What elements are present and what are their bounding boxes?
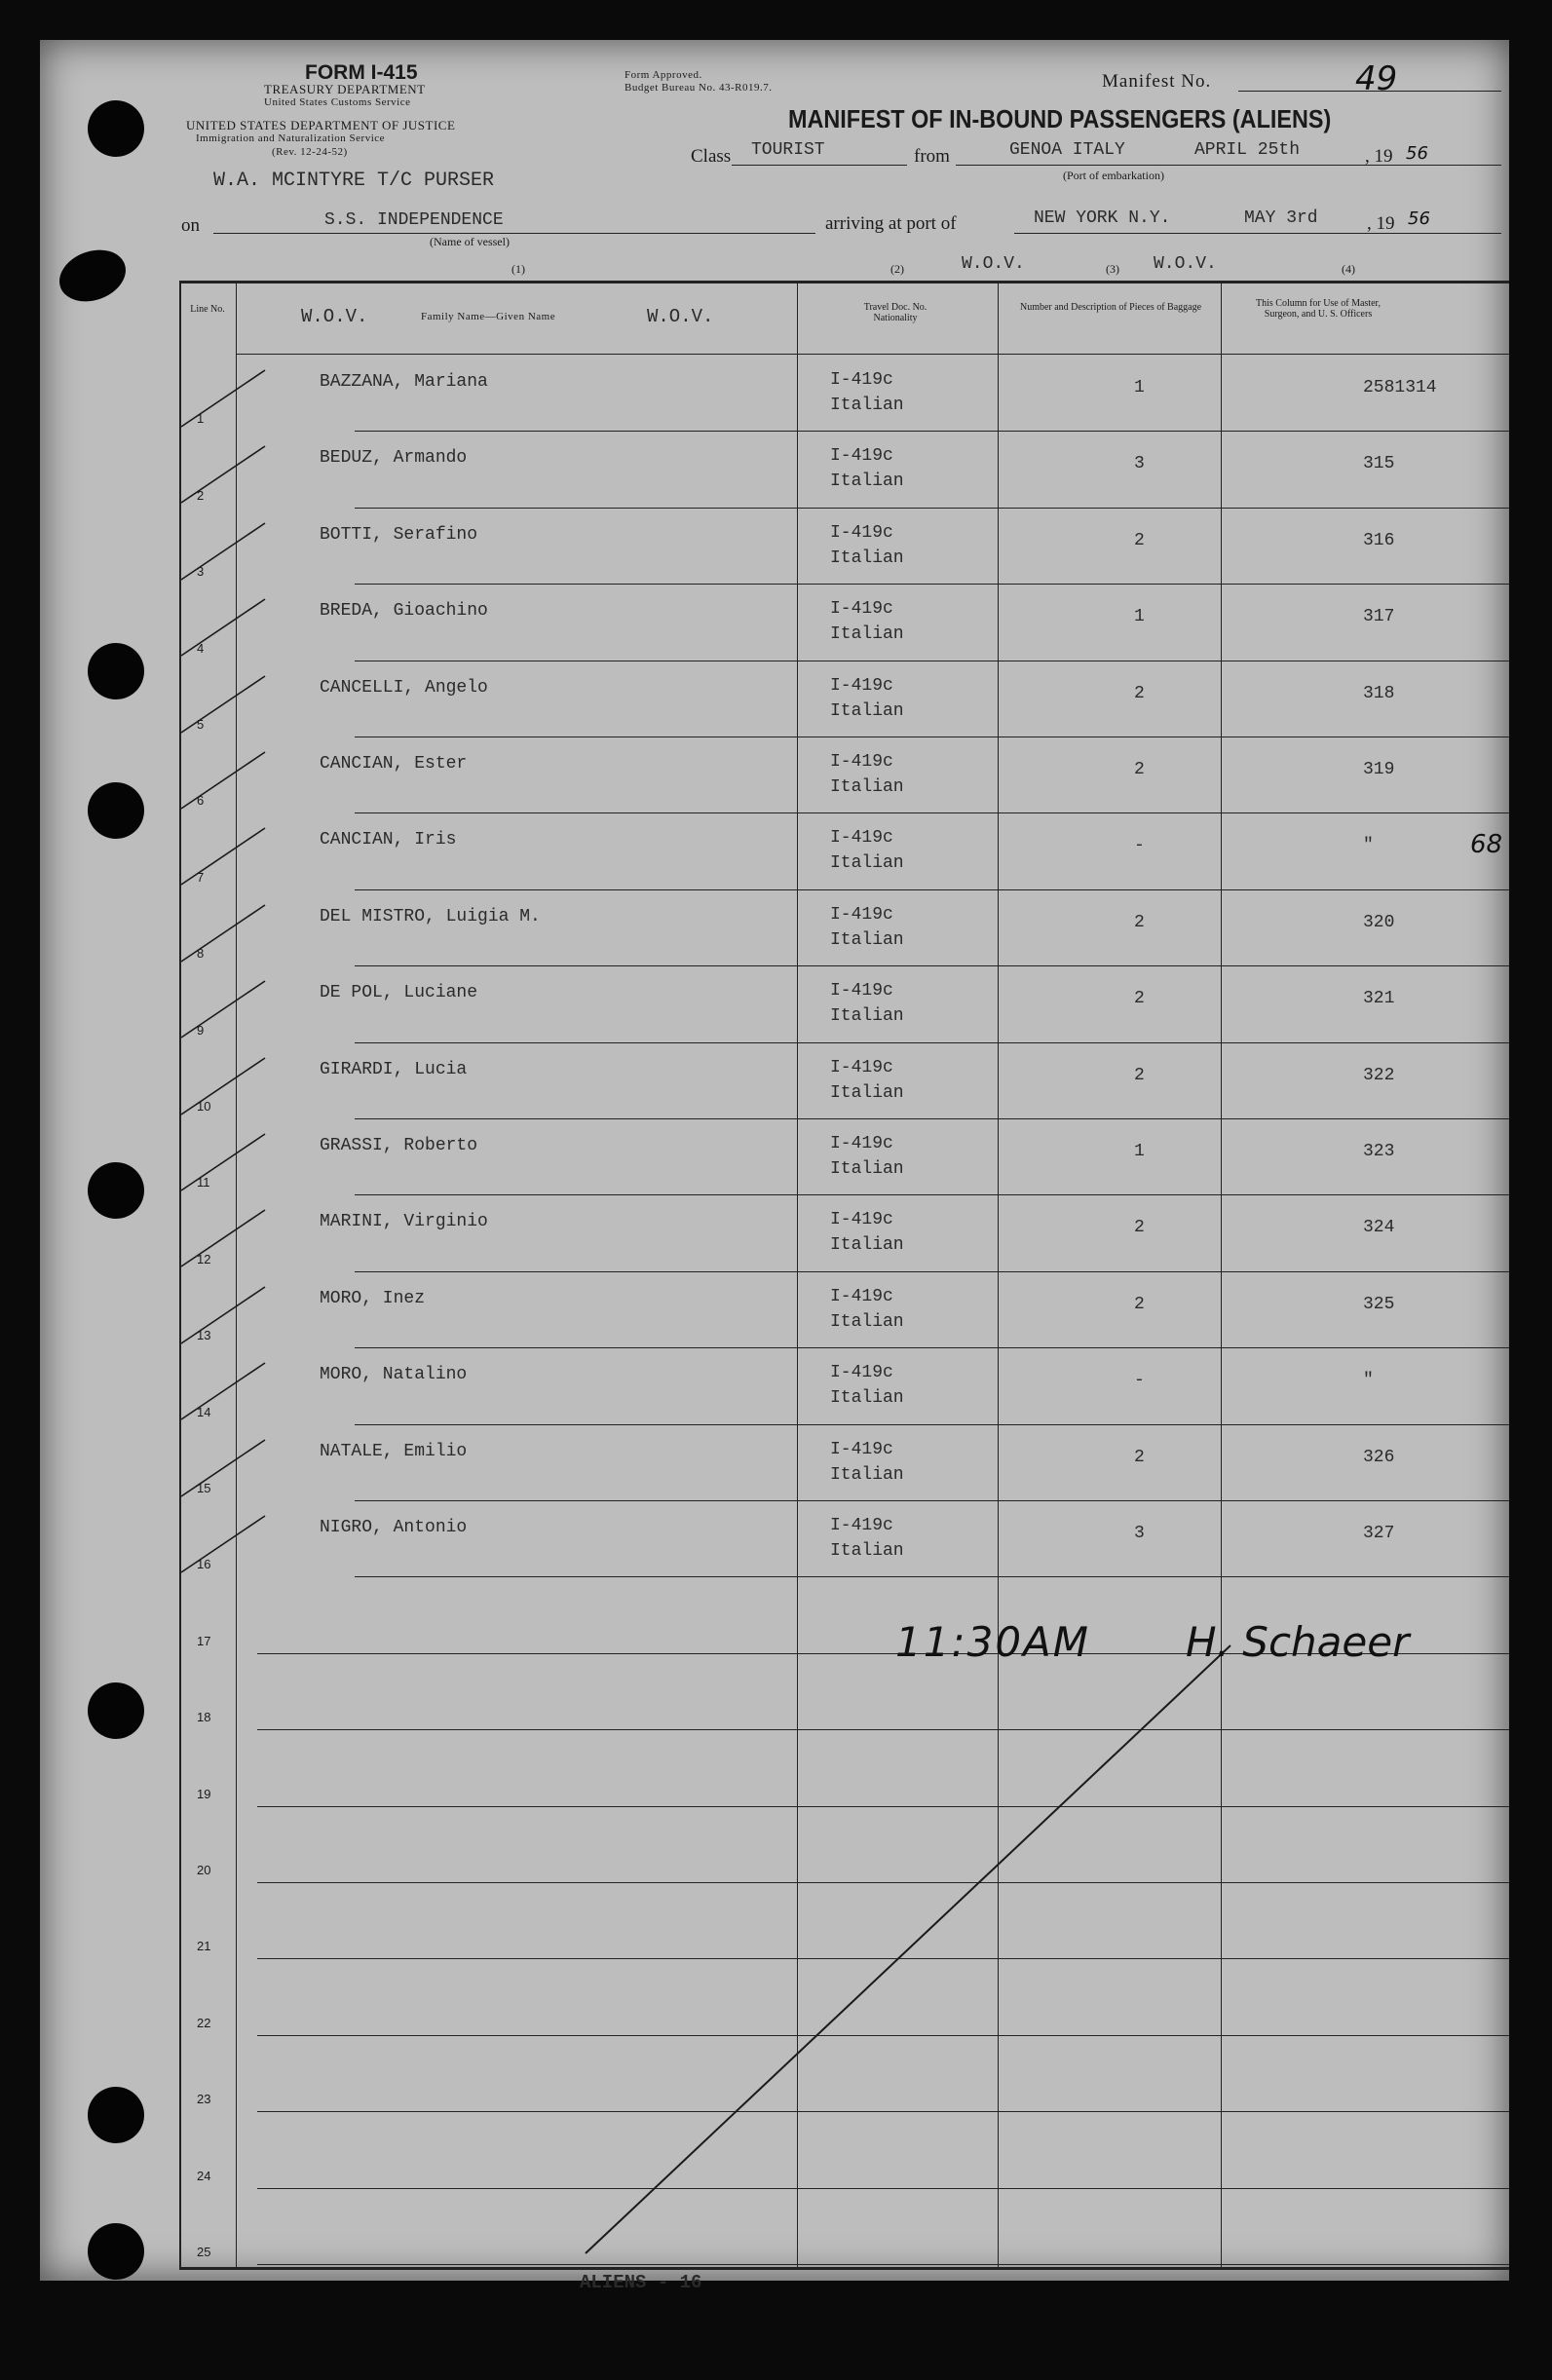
nationality: Italian <box>830 1311 904 1332</box>
binder-hole <box>88 1682 144 1739</box>
binder-hole <box>88 1162 144 1219</box>
line-number: 11 <box>197 1175 210 1190</box>
line-number: 3 <box>197 564 205 580</box>
line-number: 15 <box>197 1480 211 1495</box>
nationality: Italian <box>830 700 904 721</box>
margin-note: 68 <box>1470 830 1503 860</box>
line-number: 17 <box>197 1633 211 1648</box>
baggage-count: 2 <box>1134 1447 1145 1467</box>
nationality: Italian <box>830 548 904 568</box>
nationality: Italian <box>830 1541 904 1561</box>
port-embarkation-caption: (Port of embarkation) <box>1063 169 1164 182</box>
binder-hole <box>88 782 144 839</box>
line-number: 20 <box>197 1862 211 1877</box>
officer-number: 317 <box>1363 607 1395 627</box>
baggage-count: 1 <box>1134 378 1145 397</box>
baggage-count: 2 <box>1134 530 1145 550</box>
line-number: 2 <box>197 487 205 503</box>
nationality: Italian <box>830 1464 904 1485</box>
passenger-name: NIGRO, Antonio <box>320 1518 468 1537</box>
travel-doc-no: I-419c <box>830 1134 893 1153</box>
wov-left-header: W.O.V. <box>301 306 368 327</box>
handwritten-signature: H. Schaeer <box>1186 1618 1410 1666</box>
line-number: 4 <box>197 640 205 656</box>
baggage-count: 2 <box>1134 1065 1145 1085</box>
wov-stamp-a: W.O.V. <box>962 254 1025 274</box>
officer-number: 2581314 <box>1363 378 1437 397</box>
name-header: Family Name—Given Name <box>421 311 556 322</box>
sheet-label: ALIENS - 16 <box>580 2272 702 2293</box>
nationality: Italian <box>830 624 904 645</box>
column-marker-3: (3) <box>1106 262 1119 276</box>
travel-doc-no: I-419c <box>830 904 893 925</box>
passenger-name: GIRARDI, Lucia <box>320 1059 468 1079</box>
rev-label: (Rev. 12-24-52) <box>272 146 348 158</box>
line-number: 5 <box>197 716 205 732</box>
class-label: Class <box>691 146 732 167</box>
line-number: 12 <box>197 1251 211 1266</box>
binder-hole <box>88 643 144 699</box>
baggage-count: 1 <box>1134 607 1145 627</box>
officer-number: 316 <box>1363 530 1395 550</box>
officer-number: 320 <box>1363 912 1395 932</box>
line-number: 13 <box>197 1328 211 1343</box>
passenger-name: CANCIAN, Ester <box>320 754 468 774</box>
purser-name: W.A. MCINTYRE T/C PURSER <box>213 170 495 192</box>
line-number: 6 <box>197 793 205 809</box>
officer-number: 315 <box>1363 454 1395 474</box>
passenger-name: BAZZANA, Mariana <box>320 372 488 392</box>
nationality: Italian <box>830 1235 904 1256</box>
line-number: 10 <box>197 1098 211 1114</box>
column-marker-1: (1) <box>511 262 525 276</box>
wov-right-header: W.O.V. <box>647 306 714 327</box>
officer-number: 327 <box>1363 1524 1395 1543</box>
line-no-header: Line No. <box>190 304 225 315</box>
budget-bureau: Budget Bureau No. 43-R019.7. <box>625 82 773 94</box>
column-marker-4: (4) <box>1342 262 1355 276</box>
passenger-name: CANCIAN, Iris <box>320 830 457 850</box>
line-number: 22 <box>197 2015 211 2030</box>
manifest-title: MANIFEST OF IN-BOUND PASSENGERS (ALIENS) <box>788 104 1332 133</box>
officers-header: This Column for Use of Master, Surgeon, and U. S. Officers <box>1256 298 1381 320</box>
officer-number: 321 <box>1363 989 1395 1009</box>
passenger-name: DEL MISTRO, Luigia M. <box>320 906 541 926</box>
travel-doc-no: I-419c <box>830 1439 893 1459</box>
travel-doc-no: I-419c <box>830 599 893 620</box>
officer-number: " <box>1363 836 1374 856</box>
officer-number: 318 <box>1363 683 1395 703</box>
cancel-mark-line <box>40 40 1509 2281</box>
passenger-name: MORO, Inez <box>320 1288 426 1308</box>
nationality: Italian <box>830 1388 904 1409</box>
travel-doc-no: I-419c <box>830 522 893 543</box>
baggage-count: 2 <box>1134 1218 1145 1238</box>
line-number: 7 <box>197 869 205 885</box>
justice-label: UNITED STATES DEPARTMENT OF JUSTICE <box>186 118 456 132</box>
baggage-count: - <box>1134 836 1145 856</box>
binder-hole <box>88 100 144 157</box>
passenger-name: BEDUZ, Armando <box>320 448 468 469</box>
baggage-header: Number and Description of Pieces of Baggage <box>1019 302 1202 313</box>
baggage-count: 3 <box>1134 1524 1145 1543</box>
passenger-name: NATALE, Emilio <box>320 1441 468 1461</box>
on-label: on <box>181 215 200 236</box>
travel-doc-no: I-419c <box>830 828 893 849</box>
baggage-count: 2 <box>1134 760 1145 779</box>
line-number: 21 <box>197 1939 211 1954</box>
manifest-page <box>40 40 1509 2293</box>
port-embarkation: GENOA ITALY <box>1009 140 1125 160</box>
baggage-count: 2 <box>1134 912 1145 932</box>
arrival-port: NEW YORK N.Y. <box>1034 208 1171 228</box>
officer-number: 322 <box>1363 1065 1395 1085</box>
travel-doc-no: I-419c <box>830 1286 893 1306</box>
travel-doc-no: I-419c <box>830 1210 893 1230</box>
baggage-count: - <box>1134 1371 1145 1391</box>
line-number: 18 <box>197 1710 211 1725</box>
passenger-name: BREDA, Gioachino <box>320 601 488 622</box>
arrival-year: 56 <box>1408 208 1430 229</box>
baggage-count: 2 <box>1134 683 1145 703</box>
travel-doc-no: I-419c <box>830 446 893 467</box>
passenger-name: MORO, Natalino <box>320 1365 468 1385</box>
manifest-no-label: Manifest No. <box>1102 71 1212 92</box>
nationality: Italian <box>830 929 904 950</box>
embarkation-year-prefix: , 19 <box>1365 146 1393 167</box>
customs-label: United States Customs Service <box>264 96 411 108</box>
line-number: 1 <box>197 411 205 427</box>
arriving-label: arriving at port of <box>825 213 957 234</box>
travel-doc-no: I-419c <box>830 752 893 772</box>
officer-number: 319 <box>1363 760 1395 779</box>
passenger-name: CANCELLI, Angelo <box>320 677 488 698</box>
officer-number: 325 <box>1363 1294 1395 1314</box>
passenger-name: GRASSI, Roberto <box>320 1136 478 1155</box>
baggage-count: 2 <box>1134 989 1145 1009</box>
manifest-no: 49 <box>1355 59 1398 98</box>
baggage-count: 1 <box>1134 1142 1145 1161</box>
arrival-year-prefix: , 19 <box>1367 213 1395 234</box>
travel-doc-no: I-419c <box>830 1363 893 1383</box>
travel-doc-no: I-419c <box>830 370 893 390</box>
officer-number: 323 <box>1363 1142 1395 1161</box>
form-approved: Form Approved. <box>625 69 702 81</box>
travel-doc-no: I-419c <box>830 1057 893 1077</box>
binder-hole <box>88 2087 144 2143</box>
line-number: 14 <box>197 1404 211 1419</box>
vessel-name: S.S. INDEPENDENCE <box>324 210 504 230</box>
line-number: 23 <box>197 2092 211 2107</box>
line-number: 9 <box>197 1022 205 1038</box>
travel-doc-no: I-419c <box>830 1516 893 1535</box>
nationality: Italian <box>830 1006 904 1027</box>
binder-hole <box>88 2223 144 2280</box>
passenger-name: MARINI, Virginio <box>320 1212 488 1232</box>
passenger-name: BOTTI, Serafino <box>320 524 478 545</box>
handwritten-time: 11:30AM <box>895 1618 1091 1666</box>
nationality: Italian <box>830 853 904 874</box>
treasury-label: TREASURY DEPARTMENT <box>264 82 426 96</box>
baggage-count: 3 <box>1134 454 1145 474</box>
wov-stamp-b: W.O.V. <box>1154 254 1217 274</box>
travel-doc-header: Travel Doc. No. Nationality <box>863 302 927 323</box>
embarkation-date: APRIL 25th <box>1194 140 1301 160</box>
embarkation-year: 56 <box>1406 143 1428 164</box>
nationality: Italian <box>830 777 904 797</box>
nationality: Italian <box>830 396 904 415</box>
line-number: 16 <box>197 1557 211 1572</box>
line-number: 25 <box>197 2244 211 2259</box>
arrival-date: MAY 3rd <box>1244 208 1318 228</box>
officer-number: 324 <box>1363 1218 1395 1238</box>
class-value: TOURIST <box>751 140 825 160</box>
line-number: 19 <box>197 1786 211 1801</box>
nationality: Italian <box>830 1159 904 1179</box>
vessel-caption: (Name of vessel) <box>430 235 510 248</box>
form-title: FORM I-415 <box>305 61 418 84</box>
officer-number: " <box>1363 1371 1374 1391</box>
passenger-name: DE POL, Luciane <box>320 983 478 1003</box>
travel-doc-no: I-419c <box>830 675 893 696</box>
nationality: Italian <box>830 1082 904 1103</box>
travel-doc-no: I-419c <box>830 981 893 1001</box>
line-number: 24 <box>197 2168 211 2183</box>
officer-number: 326 <box>1363 1447 1395 1467</box>
from-label: from <box>914 146 950 167</box>
nationality: Italian <box>830 472 904 492</box>
column-marker-2: (2) <box>890 262 904 276</box>
line-number: 8 <box>197 946 205 962</box>
immigration-label: Immigration and Naturalization Service <box>196 132 386 144</box>
baggage-count: 2 <box>1134 1294 1145 1314</box>
